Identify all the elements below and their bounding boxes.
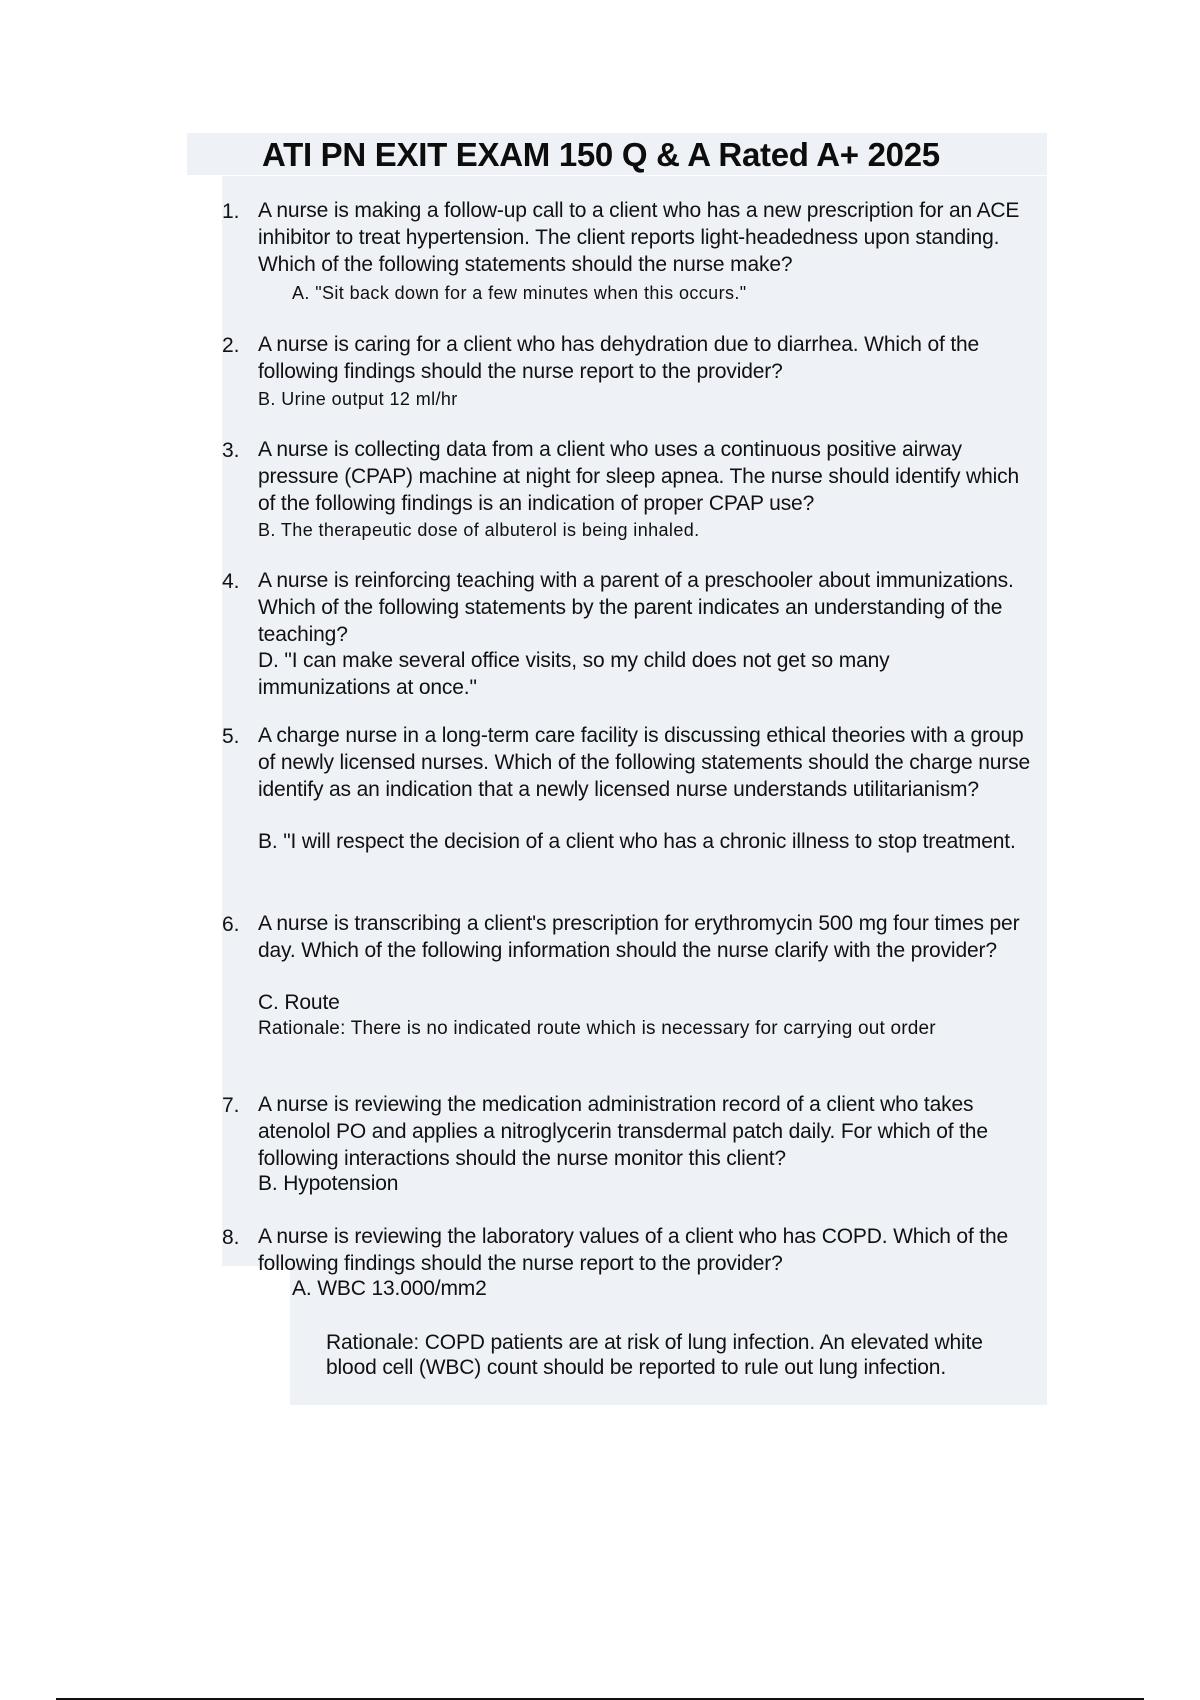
question-number: 4. <box>222 570 240 593</box>
answer-choice: D. "I can make several office visits, so my child does not get so many immunizations at once." <box>258 649 890 699</box>
answer-choice: A. "Sit back down for a few minutes when this occurs." <box>292 283 747 303</box>
question-stem: A nurse is reviewing the laboratory values of a client who has COPD. Which of the following findings should the nurse report to the provider? <box>258 1225 1009 1275</box>
question-number: 8. <box>222 1226 240 1249</box>
question-stem: A nurse is reinforcing teaching with a parent of a preschooler about immunizations. Which of the following statements by the parent indicates an understanding of the teaching? <box>258 569 1014 646</box>
answer-choice: A. WBC 13.000/mm2 <box>292 1277 487 1300</box>
question-number: 2. <box>222 334 240 357</box>
answer-choice: B. Urine output 12 ml/hr <box>258 389 458 409</box>
rationale-text: Rationale: COPD patients are at risk of lung infection. An elevated white blood cell (WBC) count should be reported to rule out lung infection. <box>326 1331 983 1379</box>
question-stem: A charge nurse in a long-term care facility is discussing ethical theories with a group of newly licensed nurses. Which of the following statements should the charge nurse identify as an indication that a newly licensed nurse understands utilitarianism? <box>258 724 1030 801</box>
answer-choice: B. "I will respect the decision of a client who has a chronic illness to stop treatment. <box>258 830 1016 853</box>
question-number: 3. <box>222 439 240 462</box>
question-stem: A nurse is caring for a client who has dehydration due to diarrhea. Which of the following findings should the nurse report to the provider? <box>258 333 980 383</box>
question-stem: A nurse is transcribing a client's prescription for erythromycin 500 mg four times per day. Which of the following information should the nurse clarify with the provider? <box>258 912 1020 962</box>
answer-choice: C. Route <box>258 991 340 1014</box>
answer-choice: B. The therapeutic dose of albuterol is being inhaled. <box>258 520 700 540</box>
page-title: ATI PN EXIT EXAM 150 Q & A Rated A+ 2025 <box>262 136 940 173</box>
question-number: 6. <box>222 913 240 936</box>
question-stem: A nurse is making a follow-up call to a client who has a new prescription for an ACE inhibitor to treat hypertension. The client reports light-headedness upon standing. Which of the following statements should the nurse make? <box>258 199 1020 276</box>
answer-choice: B. Hypotension <box>258 1172 399 1195</box>
question-number: 5. <box>222 725 240 748</box>
question-number: 1. <box>222 200 240 223</box>
rationale-text: Rationale: There is no indicated route which is necessary for carrying out order <box>258 1018 936 1039</box>
question-stem: A nurse is reviewing the medication administration record of a client who takes atenolol PO and applies a nitroglycerin transdermal patch daily. For which of the following interactions should the nurse monitor this client? <box>258 1093 988 1170</box>
question-stem: A nurse is collecting data from a client who uses a continuous positive airway pressure (CPAP) machine at night for sleep apnea. The nurse should identify which of the following findings is an indication of proper CPAP use? <box>258 438 1019 515</box>
question-number: 7. <box>222 1094 240 1117</box>
